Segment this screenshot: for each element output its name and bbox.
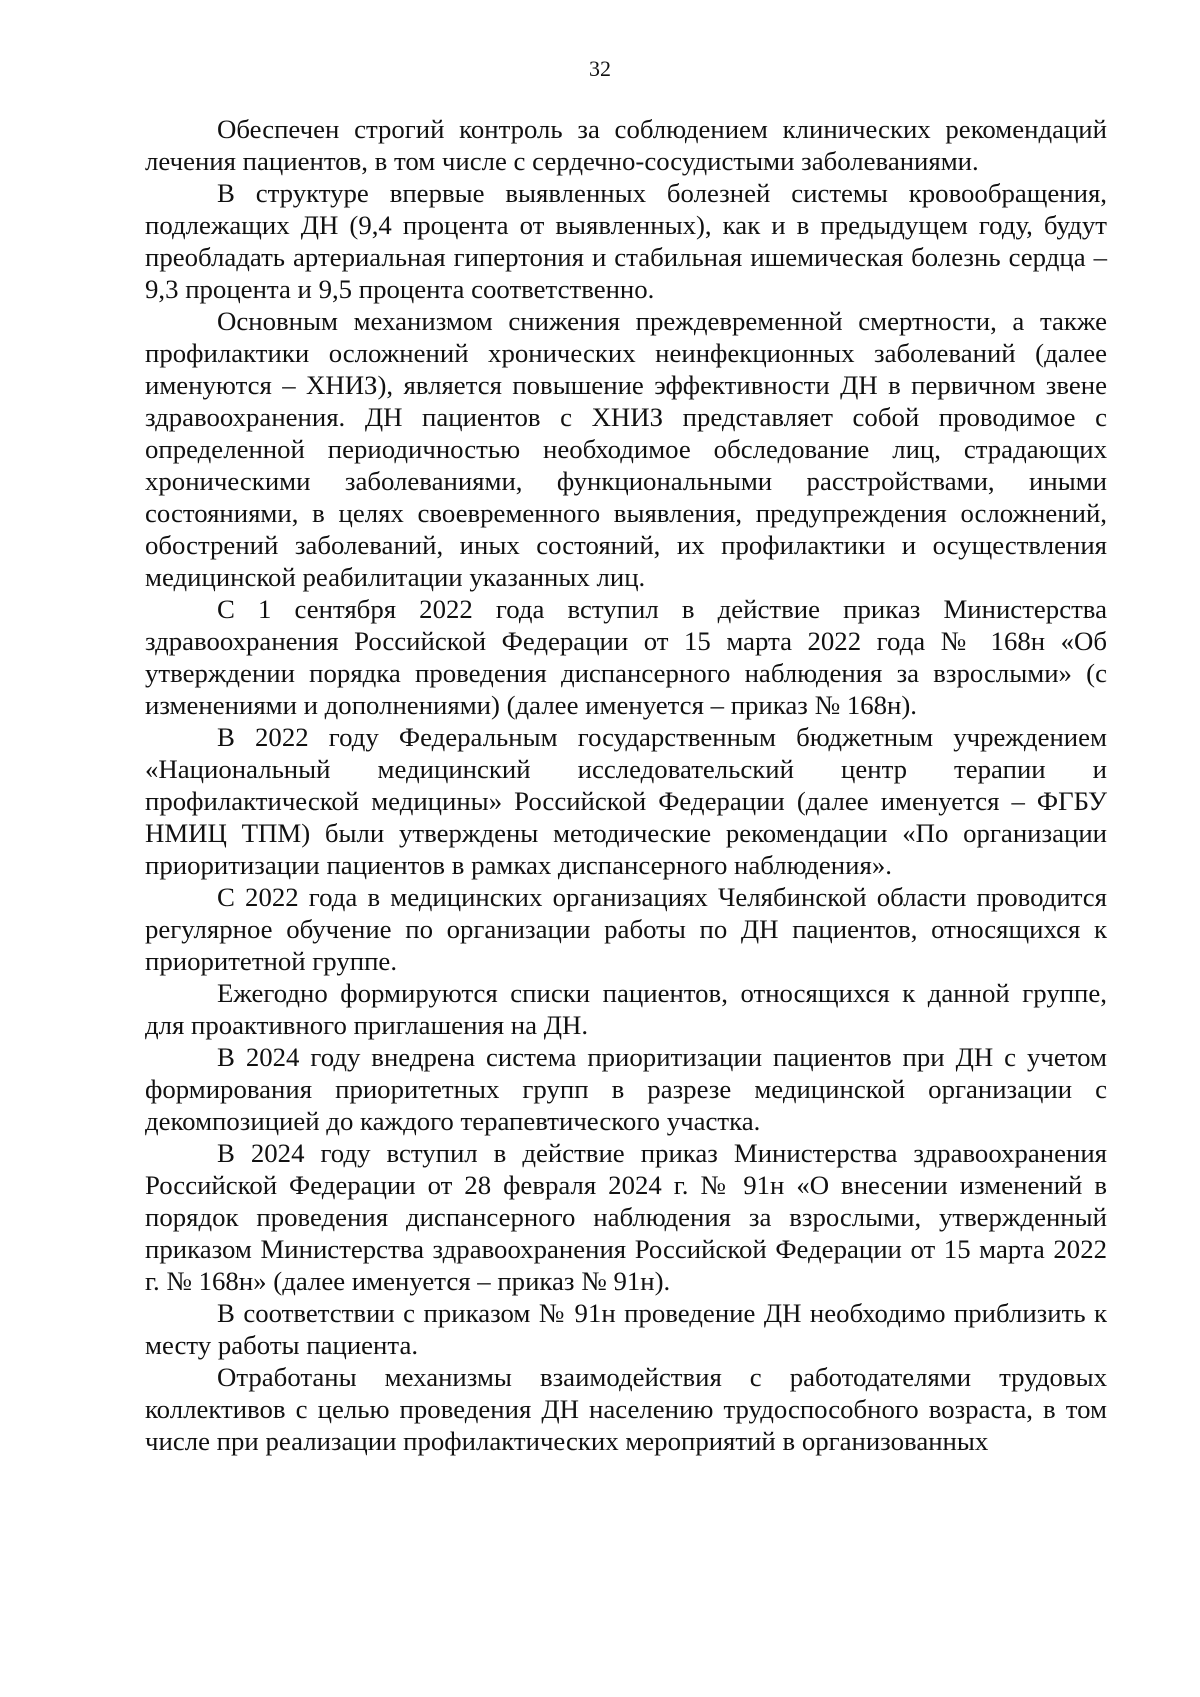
paragraph-workplace-dn: В соответствии с приказом № 91н проведение ДН необходимо приблизить к месту работы пациента. xyxy=(145,1298,1107,1360)
paragraph-main-mechanism: Основным механизмом снижения преждевременной смертности, а также профилактики осложнений хронических неинфекционных заболеваний (далее именуются – ХНИЗ), является повышение эффективности ДН в первичном звене здравоохранения. ДН пациентов с ХНИЗ представляет собой проводимое с определенной периодичностью необходимое обследование лиц, страдающих хроническими заболеваниями, функциональными расстройствами, иными состояниями, в целях своевременного выявления, предупреждения осложнений, обострений заболеваний, иных состояний, их профилактики и осуществления медицинской реабилитации указанных лиц. xyxy=(145,306,1107,592)
paragraph-prioritization-system: В 2024 году внедрена система приоритизации пациентов при ДН с учетом формирования приоритетных групп в разрезе медицинской организации с декомпозицией до каждого терапевтического участка. xyxy=(145,1042,1107,1136)
paragraph-circulatory-diseases: В структуре впервые выявленных болезней системы кровообращения, подлежащих ДН (9,4 процента от выявленных), как и в предыдущем году, будут преобладать артериальная гипертония и стабильная ишемическая болезнь сердца – 9,3 процента и 9,5 процента соответственно. xyxy=(145,178,1107,304)
document-body xyxy=(145,113,1107,1457)
paragraph-methodical-recommendations: В 2022 году Федеральным государственным бюджетным учреждением «Национальный медицинский исследовательский центр терапии и профилактической медицины» Российской Федерации (далее именуется – ФГБУ НМИЦ ТПМ) были утверждены методические рекомендации «По организации приоритизации пациентов в рамках диспансерного наблюдения». xyxy=(145,722,1107,880)
page-number: 32 xyxy=(589,56,611,81)
paragraph-employer-interaction: Отработаны механизмы взаимодействия с работодателями трудовых коллективов с целью проведения ДН населению трудоспособного возраста, в том числе при реализации профилактических мероприятий в организованных xyxy=(145,1362,1107,1456)
paragraph-clinical-control: Обеспечен строгий контроль за соблюдением клинических рекомендаций лечения пациентов, в том числе с сердечно-сосудистыми заболеваниями. xyxy=(145,114,1107,176)
paragraph-order-168n: С 1 сентября 2022 года вступил в действие приказ Министерства здравоохранения Российской Федерации от 15 марта 2022 года № 168н «Об утверждении порядка проведения диспансерного наблюдения за взрослыми» (с изменениями и дополнениями) (далее именуется – приказ № 168н). xyxy=(145,594,1107,720)
paragraph-order-91n: В 2024 году вступил в действие приказ Министерства здравоохранения Российской Федерации от 28 февраля 2024 г. № 91н «О внесении изменений в порядок проведения диспансерного наблюдения за взрослыми, утвержденный приказом Министерства здравоохранения Российской Федерации от 15 марта 2022 г. № 168н» (далее именуется – приказ № 91н). xyxy=(145,1138,1107,1296)
paragraph-regular-training: С 2022 года в медицинских организациях Челябинской области проводится регулярное обучение по организации работы по ДН пациентов, относящихся к приоритетной группе. xyxy=(145,882,1107,976)
paragraph-patient-lists: Ежегодно формируются списки пациентов, относящихся к данной группе, для проактивного приглашения на ДН. xyxy=(145,978,1107,1040)
